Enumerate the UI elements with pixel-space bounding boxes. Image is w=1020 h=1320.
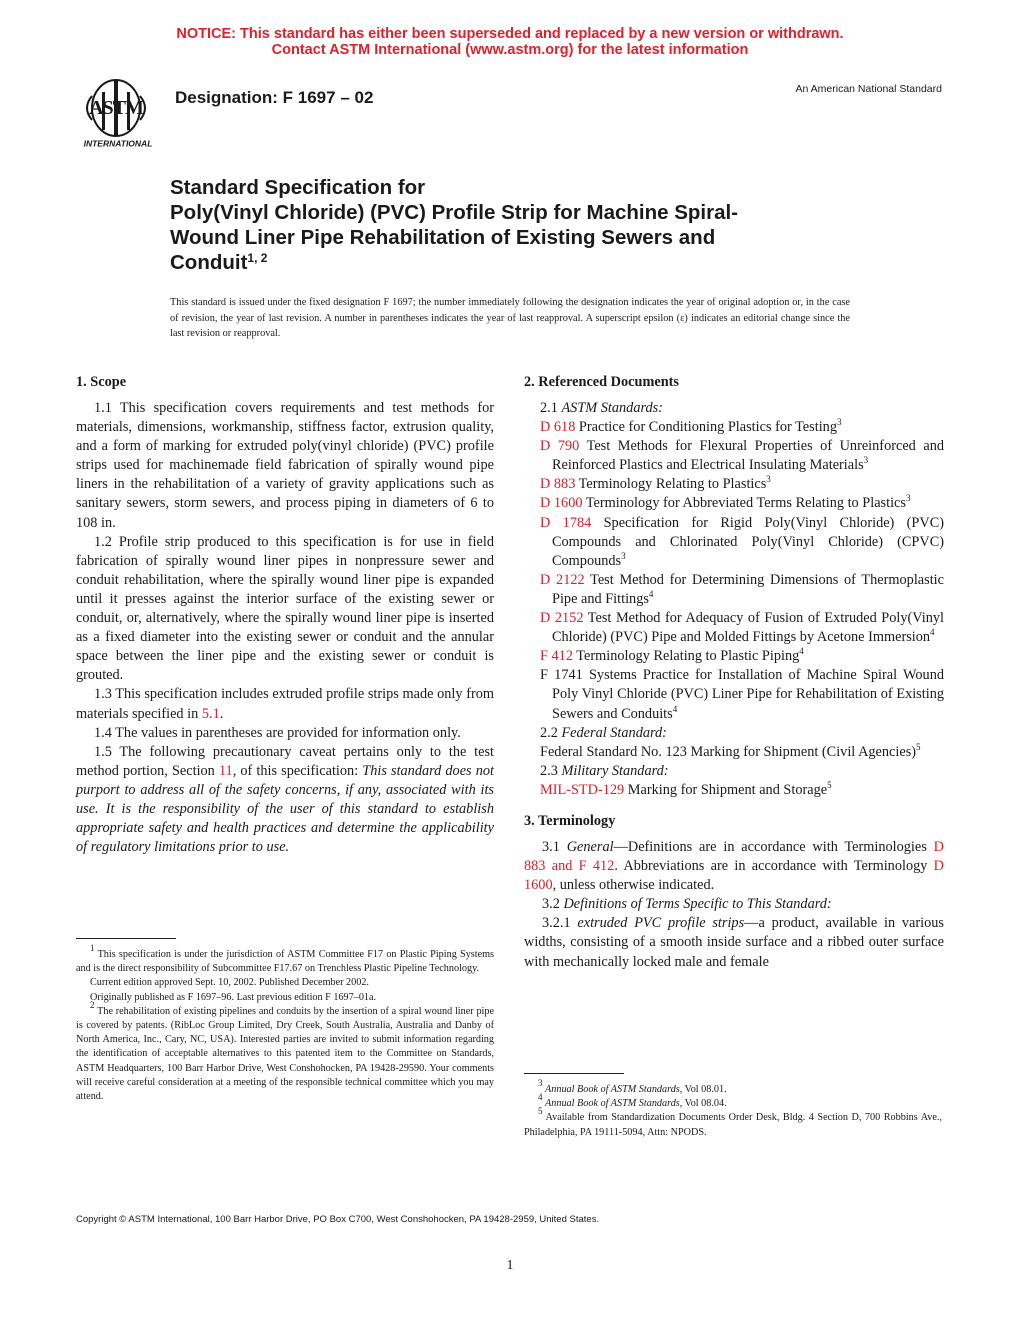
referenced-documents-heading: 2. Referenced Documents xyxy=(524,374,679,390)
section-1-4: 1.4 The values in parentheses are provided for information only. xyxy=(94,724,461,741)
reference-link[interactable]: D 1784 xyxy=(540,514,592,531)
title-line-3: Wound Liner Pipe Rehabilitation of Existing Sewers and xyxy=(170,226,716,249)
footnote-1-original: Originally published as F 1697–96. Last previous edition F 1697–01a. xyxy=(90,991,377,1003)
link-mil-std-129[interactable]: MIL-STD-129 xyxy=(540,781,625,798)
notice-line-2: Contact ASTM International (www.astm.org) for the latest information xyxy=(271,42,749,58)
reference-item: D 2152 Test Method for Adequacy of Fusion of Extruded Poly(Vinyl Chloride) (PVC) Pipe and Molded Fittings by Acetone Immersion$^4$ xyxy=(540,610,944,646)
link-d883-f412[interactable]: D 883 and F 412 xyxy=(524,838,944,875)
reference-f1741: F 1741 Systems Practice for Installation of Machine Spiral Wound Poly Vinyl Chloride (PVC) Liner Pipe for Rehabilitation of Existing Sewers and Conduits$^4$ xyxy=(540,667,944,722)
terminology-heading: 3. Terminology xyxy=(524,812,616,829)
footnote-rule-left xyxy=(76,938,176,939)
footnote-4: $^4$ Annual Book of ASTM Standards, Vol 08.04. xyxy=(538,1092,727,1110)
designation: Designation: F 1697 – 02 xyxy=(175,88,374,107)
footnote-1: $^1$ This specification is under the jurisdiction of ASTM Committee F17 on Plastic Piping Systems and is the direct responsibility of Subcommittee F17.67 on Trenchless Plastic Pipeline Technology. xyxy=(76,943,494,975)
link-d1600[interactable]: D 1600 xyxy=(524,858,944,894)
reference-item: D 1600 Terminology for Abbreviated Terms Relating to Plastics$^3$ xyxy=(540,493,911,512)
page-title xyxy=(170,175,860,275)
scope-heading: 1. Scope xyxy=(76,374,127,390)
federal-standard-reference: Federal Standard No. 123 Marking for Shipment (Civil Agencies)$^5$ xyxy=(540,741,921,760)
section-3-1: 3.1 General—Definitions are in accordance with Terminologies D 883 and F 412. Abbreviations are in accordance with Terminology D 1600, unless otherwise indicated. xyxy=(524,838,944,894)
footnote-1-current: Current edition approved Sept. 10, 2002. Published December 2002. xyxy=(90,977,369,989)
title-line-2: Poly(Vinyl Chloride) (PVC) Profile Strip for Machine Spiral- xyxy=(170,201,739,224)
section-1-2: 1.2 Profile strip produced to this specification is for use in field fabrication of spirally wound liner pipes in nonpressure sewer and conduit rehabilitation, where the spirally wound liner pipe is expanded until it presses against the interior surface of the existing sewer or conduit, or, alternatively, where the spirally wound liner pipe is inserted as a fixed diameter into the existing sewer or conduit and the annular space between the liner pipe and the existing sewer or conduit is grouted. xyxy=(76,533,494,684)
reference-item: D 2122 Test Method for Determining Dimensions of Thermoplastic Pipe and Fittings$^4$ xyxy=(540,571,944,607)
logo-subtext: INTERNATIONAL xyxy=(83,138,153,149)
left-column xyxy=(76,372,494,857)
military-standard-reference: MIL-STD-129 Marking for Shipment and Storage$^5$ xyxy=(540,779,832,798)
section-3-2: 3.2 Definitions of Terms Specific to This Standard: xyxy=(542,896,832,913)
reference-link[interactable]: D 618 xyxy=(540,419,576,436)
reference-list xyxy=(524,418,944,666)
title-line-1: Standard Specification for xyxy=(170,176,426,199)
astm-logo xyxy=(72,76,164,150)
section-3-2-1: 3.2.1 extruded PVC profile strips—a product, available in various widths, consisting of a smooth inside surface and a ribbed outer surface with mechanically locked male and female xyxy=(524,915,944,970)
federal-standard-label: 2.2 Federal Standard: xyxy=(540,724,667,741)
reference-link[interactable]: D 2122 xyxy=(540,571,585,588)
title-footnote-refs: 1, 2 xyxy=(247,251,268,265)
reference-link[interactable]: D 1600 xyxy=(540,495,583,512)
link-5-1[interactable]: 5.1 xyxy=(201,705,220,722)
section-1-1: 1.1 This specification covers requirements and test methods for materials, dimensions, workmanship, stiffness factor, extrusion quality, and a form of marking for extruded poly(vinyl chloride) (PVC) profile strips used for machinemade field fabrication of spirally wound pipe liners in the rehabilitation of a variety of gravity applications such as sanitary sewers, storm sewers, and process piping in diameters of 6 to 108 in. xyxy=(76,400,494,531)
reference-link[interactable]: D 883 xyxy=(540,476,576,493)
footnote-2: $^2$ The rehabilitation of existing pipelines and conduits by the insertion of a spiral wound liner pipe is covered by patents. (RibLoc Group Limited, Dry Creek, South Australia, Australia and Danby of North America, Inc., Cary, NC, USA). Interested parties are invited to submit information regarding the identification of acceptable alternatives to this patented item to the Committee on Standards, ASTM Headquarters, 100 Barr Harbor Drive, West Conshohocken, PA 19428-29590. Your comments will receive careful consideration at a meeting of the responsible technical committee which you may attend. xyxy=(76,999,494,1103)
footnote-5: $^5$ Available from Standardization Documents Order Desk, Bldg. 4 Section D, 700 Robbins Ave., Philadelphia, PA 19111-5094, Attn: NPODS. xyxy=(524,1106,943,1138)
title-line-4: Conduit xyxy=(170,251,248,274)
link-section-11[interactable]: 11 xyxy=(218,762,233,779)
footnote-3: $^3$ Annual Book of ASTM Standards, Vol 08.01. xyxy=(538,1078,727,1095)
notice-line-1: NOTICE: This standard has either been superseded and replaced by a new version or withdrawn. xyxy=(176,26,844,42)
reference-item: D 883 Terminology Relating to Plastics$^3$ xyxy=(540,474,771,493)
reference-item: D 618 Practice for Conditioning Plastics for Testing$^3$ xyxy=(540,417,842,436)
right-column xyxy=(524,372,944,972)
reference-link[interactable]: D 2152 xyxy=(540,610,584,627)
astm-logo-icon xyxy=(72,76,164,150)
military-standard-label: 2.3 Military Standard: xyxy=(540,762,669,779)
right-footnotes xyxy=(524,1078,943,1140)
safety-caveat: This standard does not purport to address all of the safety concerns, if any, associated with its use. It is the responsibility of the user of this standard to establish appropriate safety and health practices and determine the applicability of regulatory limitations prior to use. xyxy=(76,762,494,856)
issued-note: This standard is issued under the fixed designation F 1697; the number immediately following the designation indicates the year of original adoption or, in the case of revision, the year of last revision. A number in parentheses indicates the year of last reapproval. A superscript epsilon (ε) indicates an editorial change since the last revision or reapproval. xyxy=(170,297,850,339)
section-1-3: 1.3 This specification includes extruded profile strips made only from materials specified in 5.1. xyxy=(76,686,494,722)
american-national-standard: An American National Standard xyxy=(795,83,942,95)
reference-link[interactable]: D 790 xyxy=(540,438,580,455)
page-number: 1 xyxy=(506,1258,514,1273)
left-footnotes xyxy=(76,943,494,1104)
astm-standards-label: 2.1 ASTM Standards: xyxy=(540,400,663,416)
copyright: Copyright © ASTM International, 100 Barr Harbor Drive, PO Box C700, West Conshohocken, PA 19428-2959, United States. xyxy=(76,1214,600,1225)
section-1-5: 1.5 The following precautionary caveat pertains only to the test method portion, Section 11, of this specification: This standard does not purport to address all of the safety concerns, if any, associated with its use. It is the responsibility of the user of this standard to establish appropriate safety and health practices and determine the applicability of regulatory limitations prior to use. xyxy=(76,743,494,856)
reference-item: D 790 Test Methods for Flexural Properties of Unreinforced and Reinforced Plastics and Electrical Insulating Materials$^3$ xyxy=(540,438,944,474)
footnote-rule-right xyxy=(524,1073,624,1074)
reference-item: F 412 Terminology Relating to Plastic Piping$^4$ xyxy=(540,646,804,665)
logo-text: ASTM xyxy=(89,97,143,119)
reference-link[interactable]: F 412 xyxy=(540,648,573,665)
reference-item: D 1784 Specification for Rigid Poly(Vinyl Chloride) (PVC) Compounds and Chlorinated Poly(Vinyl Chloride) (CPVC) Compounds$^3$ xyxy=(540,514,944,569)
withdrawal-notice xyxy=(0,26,1020,58)
